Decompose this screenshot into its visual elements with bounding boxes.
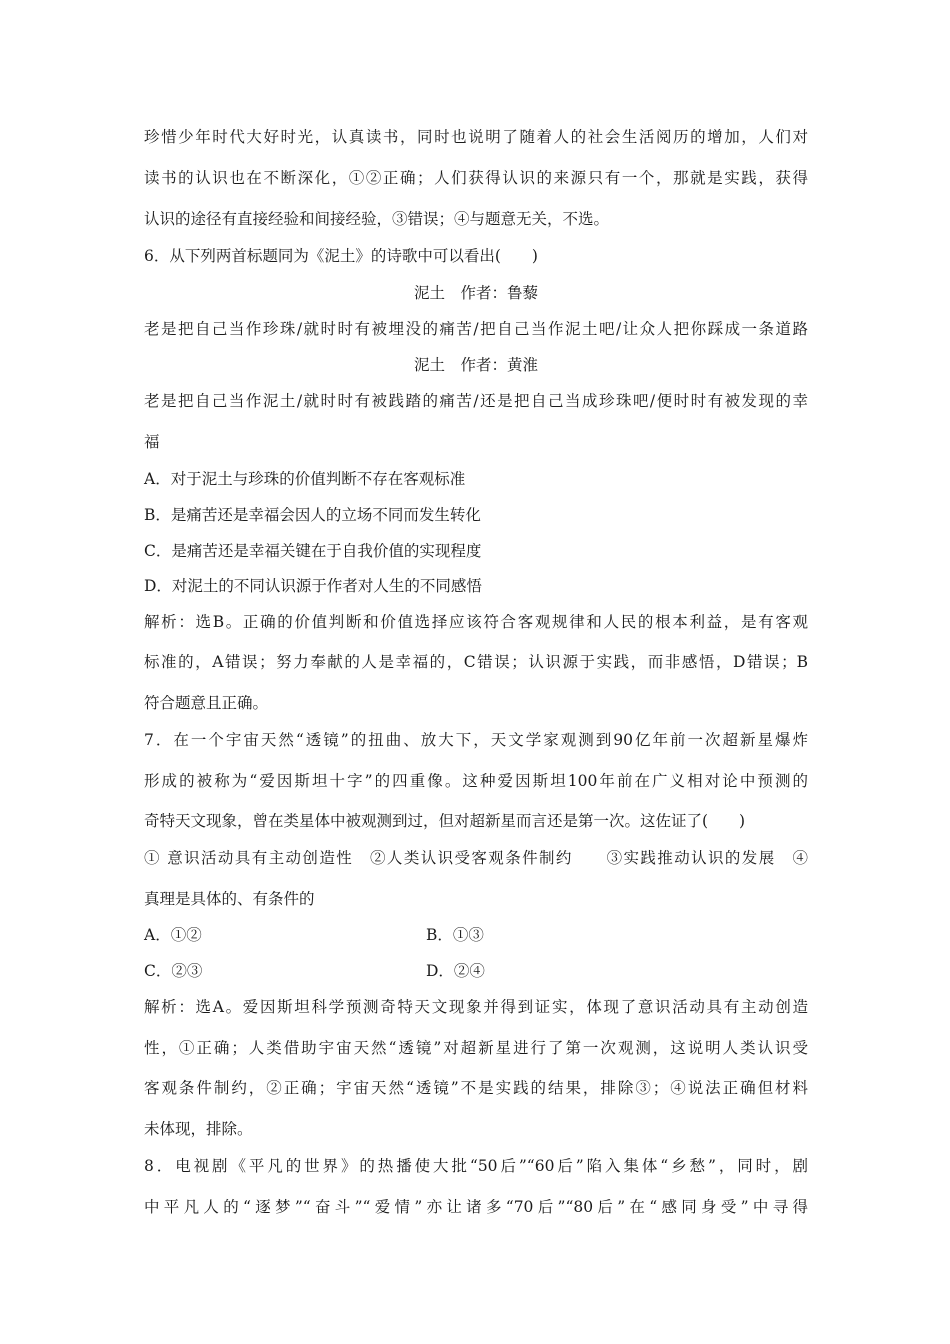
option-b: B．是痛苦还是幸福会因人的立场不同而发生转化 [144, 506, 481, 524]
analysis-line: 解析：选B。正确的价值判断和价值选择应该符合客观规律和人民的根本利益，是有客观 [144, 613, 808, 631]
statements-line: ① 意识活动具有主动创造性 ②人类认识受客观条件制约 ③实践推动认识的发展 ④ [144, 849, 808, 867]
question-7-stem: 形成的被称为“爱因斯坦十字”的四重像。这种爱因斯坦100年前在广义相对论中预测的 [144, 772, 808, 790]
option-row [144, 925, 808, 945]
option-row [144, 961, 808, 981]
question-8-stem: 中平凡人的“逐梦”“奋斗”“爱情”亦让诸多“70后”“80后”在“感同身受”中寻得 [144, 1198, 808, 1216]
question-8-stem: 8．电视剧《平凡的世界》的热播使大批“50后”“60后”陷入集体“乡愁”，同时，剧 [144, 1157, 808, 1175]
analysis-line: 性，①正确；人类借助宇宙天然“透镜”对超新星进行了第一次观测，这说明人类认识受 [144, 1039, 808, 1057]
option-b: B．①③ [426, 926, 484, 944]
analysis-line: 解析：选A。爱因斯坦科学预测奇特天文现象并得到证实，体现了意识活动具有主动创造 [144, 998, 808, 1016]
text-line: 认识的途径有直接经验和间接经验，③错误；④与题意无关，不选。 [144, 210, 610, 228]
poem-title-1: 泥土 作者：鲁藜 [413, 284, 538, 302]
poem-text-2: 老是把自己当作泥土/就时时有被践踏的痛苦/还是把自己当成珍珠吧/便时时有被发现的幸 [144, 392, 808, 410]
option-d: D．②④ [426, 962, 485, 980]
analysis-line: 未体现，排除。 [144, 1120, 253, 1138]
option-c: C．是痛苦还是幸福关键在于自我价值的实现程度 [144, 542, 482, 560]
poem-text-2-cont: 福 [144, 433, 160, 451]
text-line: 珍惜少年时代大好时光，认真读书，同时也说明了随着人的社会生活阅历的增加，人们对 [144, 128, 808, 146]
option-a: A．①② [144, 926, 202, 944]
question-6-stem: 6．从下列两首标题同为《泥土》的诗歌中可以看出( ) [144, 247, 538, 265]
option-c: C．②③ [144, 962, 203, 980]
poem-text-1: 老是把自己当作珍珠/就时时有被埋没的痛苦/把自己当作泥土吧/让众人把你踩成一条道路 [144, 320, 808, 338]
analysis-line: 客观条件制约，②正确；宇宙天然“透镜”不是实践的结果，排除③；④说法正确但材料 [144, 1079, 808, 1097]
statements-line: 真理是具体的、有条件的 [144, 890, 315, 908]
question-7-stem: 奇特天文现象，曾在类星体中被观测到过，但对超新星而言还是第一次。这佐证了( ) [144, 812, 746, 830]
text-line: 读书的认识也在不断深化，①②正确；人们获得认识的来源只有一个，那就是实践，获得 [144, 169, 808, 187]
question-7-stem: 7．在一个宇宙天然“透镜”的扭曲、放大下，天文学家观测到90亿年前一次超新星爆炸 [144, 731, 808, 749]
analysis-line: 符合题意且正确。 [144, 694, 269, 712]
option-a: A．对于泥土与珍珠的价值判断不存在客观标准 [144, 470, 466, 488]
poem-title-2: 泥土 作者：黄淮 [413, 356, 538, 374]
analysis-line: 标准的，A错误；努力奉献的人是幸福的，C错误；认识源于实践，而非感悟，D错误；B [144, 653, 808, 671]
option-d: D．对泥土的不同认识源于作者对人生的不同感悟 [144, 577, 482, 595]
